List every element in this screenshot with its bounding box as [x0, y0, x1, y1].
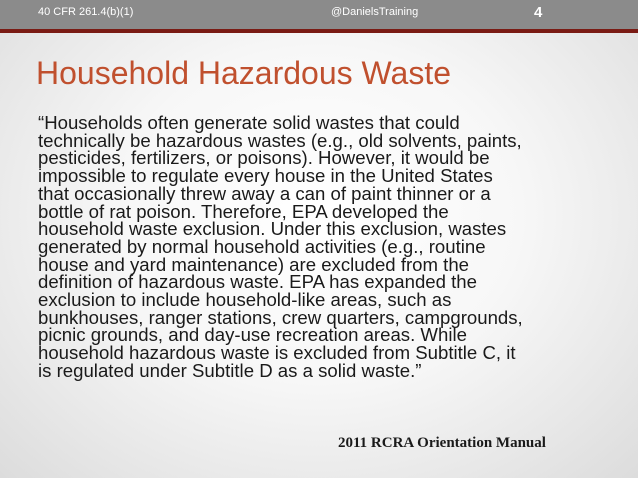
- quote-line: picnic grounds, and day-use recreation areas. While: [38, 324, 467, 346]
- page-number: 4: [534, 4, 543, 21]
- header-bar: [0, 0, 638, 29]
- quote-line: bottle of rat poison. Therefore, EPA developed the: [38, 200, 449, 222]
- handle-label: @DanielsTraining: [331, 6, 419, 18]
- quote-line: exclusion to include household-like areas, such as: [38, 289, 452, 311]
- quote-line: definition of hazardous waste. EPA has expanded the: [38, 271, 477, 293]
- quote-line: pesticides, fertilizers, or poisons). However, it would be: [38, 147, 490, 169]
- quote-line: generated by normal household activities (e.g., routine: [38, 235, 486, 257]
- quote-line: impossible to regulate every house in the United States: [38, 165, 493, 187]
- source-citation: 2011 RCRA Orientation Manual: [338, 435, 546, 451]
- quote-line: household hazardous waste is excluded from Subtitle C, it: [38, 342, 516, 364]
- quote-line: is regulated under Subtitle D as a solid waste.”: [38, 359, 422, 381]
- quote-line: that occasionally threw away a can of paint thinner or a: [38, 182, 491, 204]
- quote-line: “Households often generate solid wastes that could: [38, 112, 460, 133]
- quote-text: [38, 114, 598, 380]
- slide-title: Household Hazardous Waste: [36, 55, 452, 91]
- citation-label: 40 CFR 261.4(b)(1): [38, 6, 134, 18]
- quote-line: technically be hazardous wastes (e.g., old solvents, paints,: [38, 129, 522, 151]
- quote-line: household waste exclusion. Under this exclusion, wastes: [38, 218, 507, 240]
- quote-line: house and yard maintenance) are excluded from the: [38, 253, 470, 275]
- header-accent-line: [0, 29, 638, 33]
- quote-line: bunkhouses, ranger stations, crew quarters, campgrounds,: [38, 306, 523, 328]
